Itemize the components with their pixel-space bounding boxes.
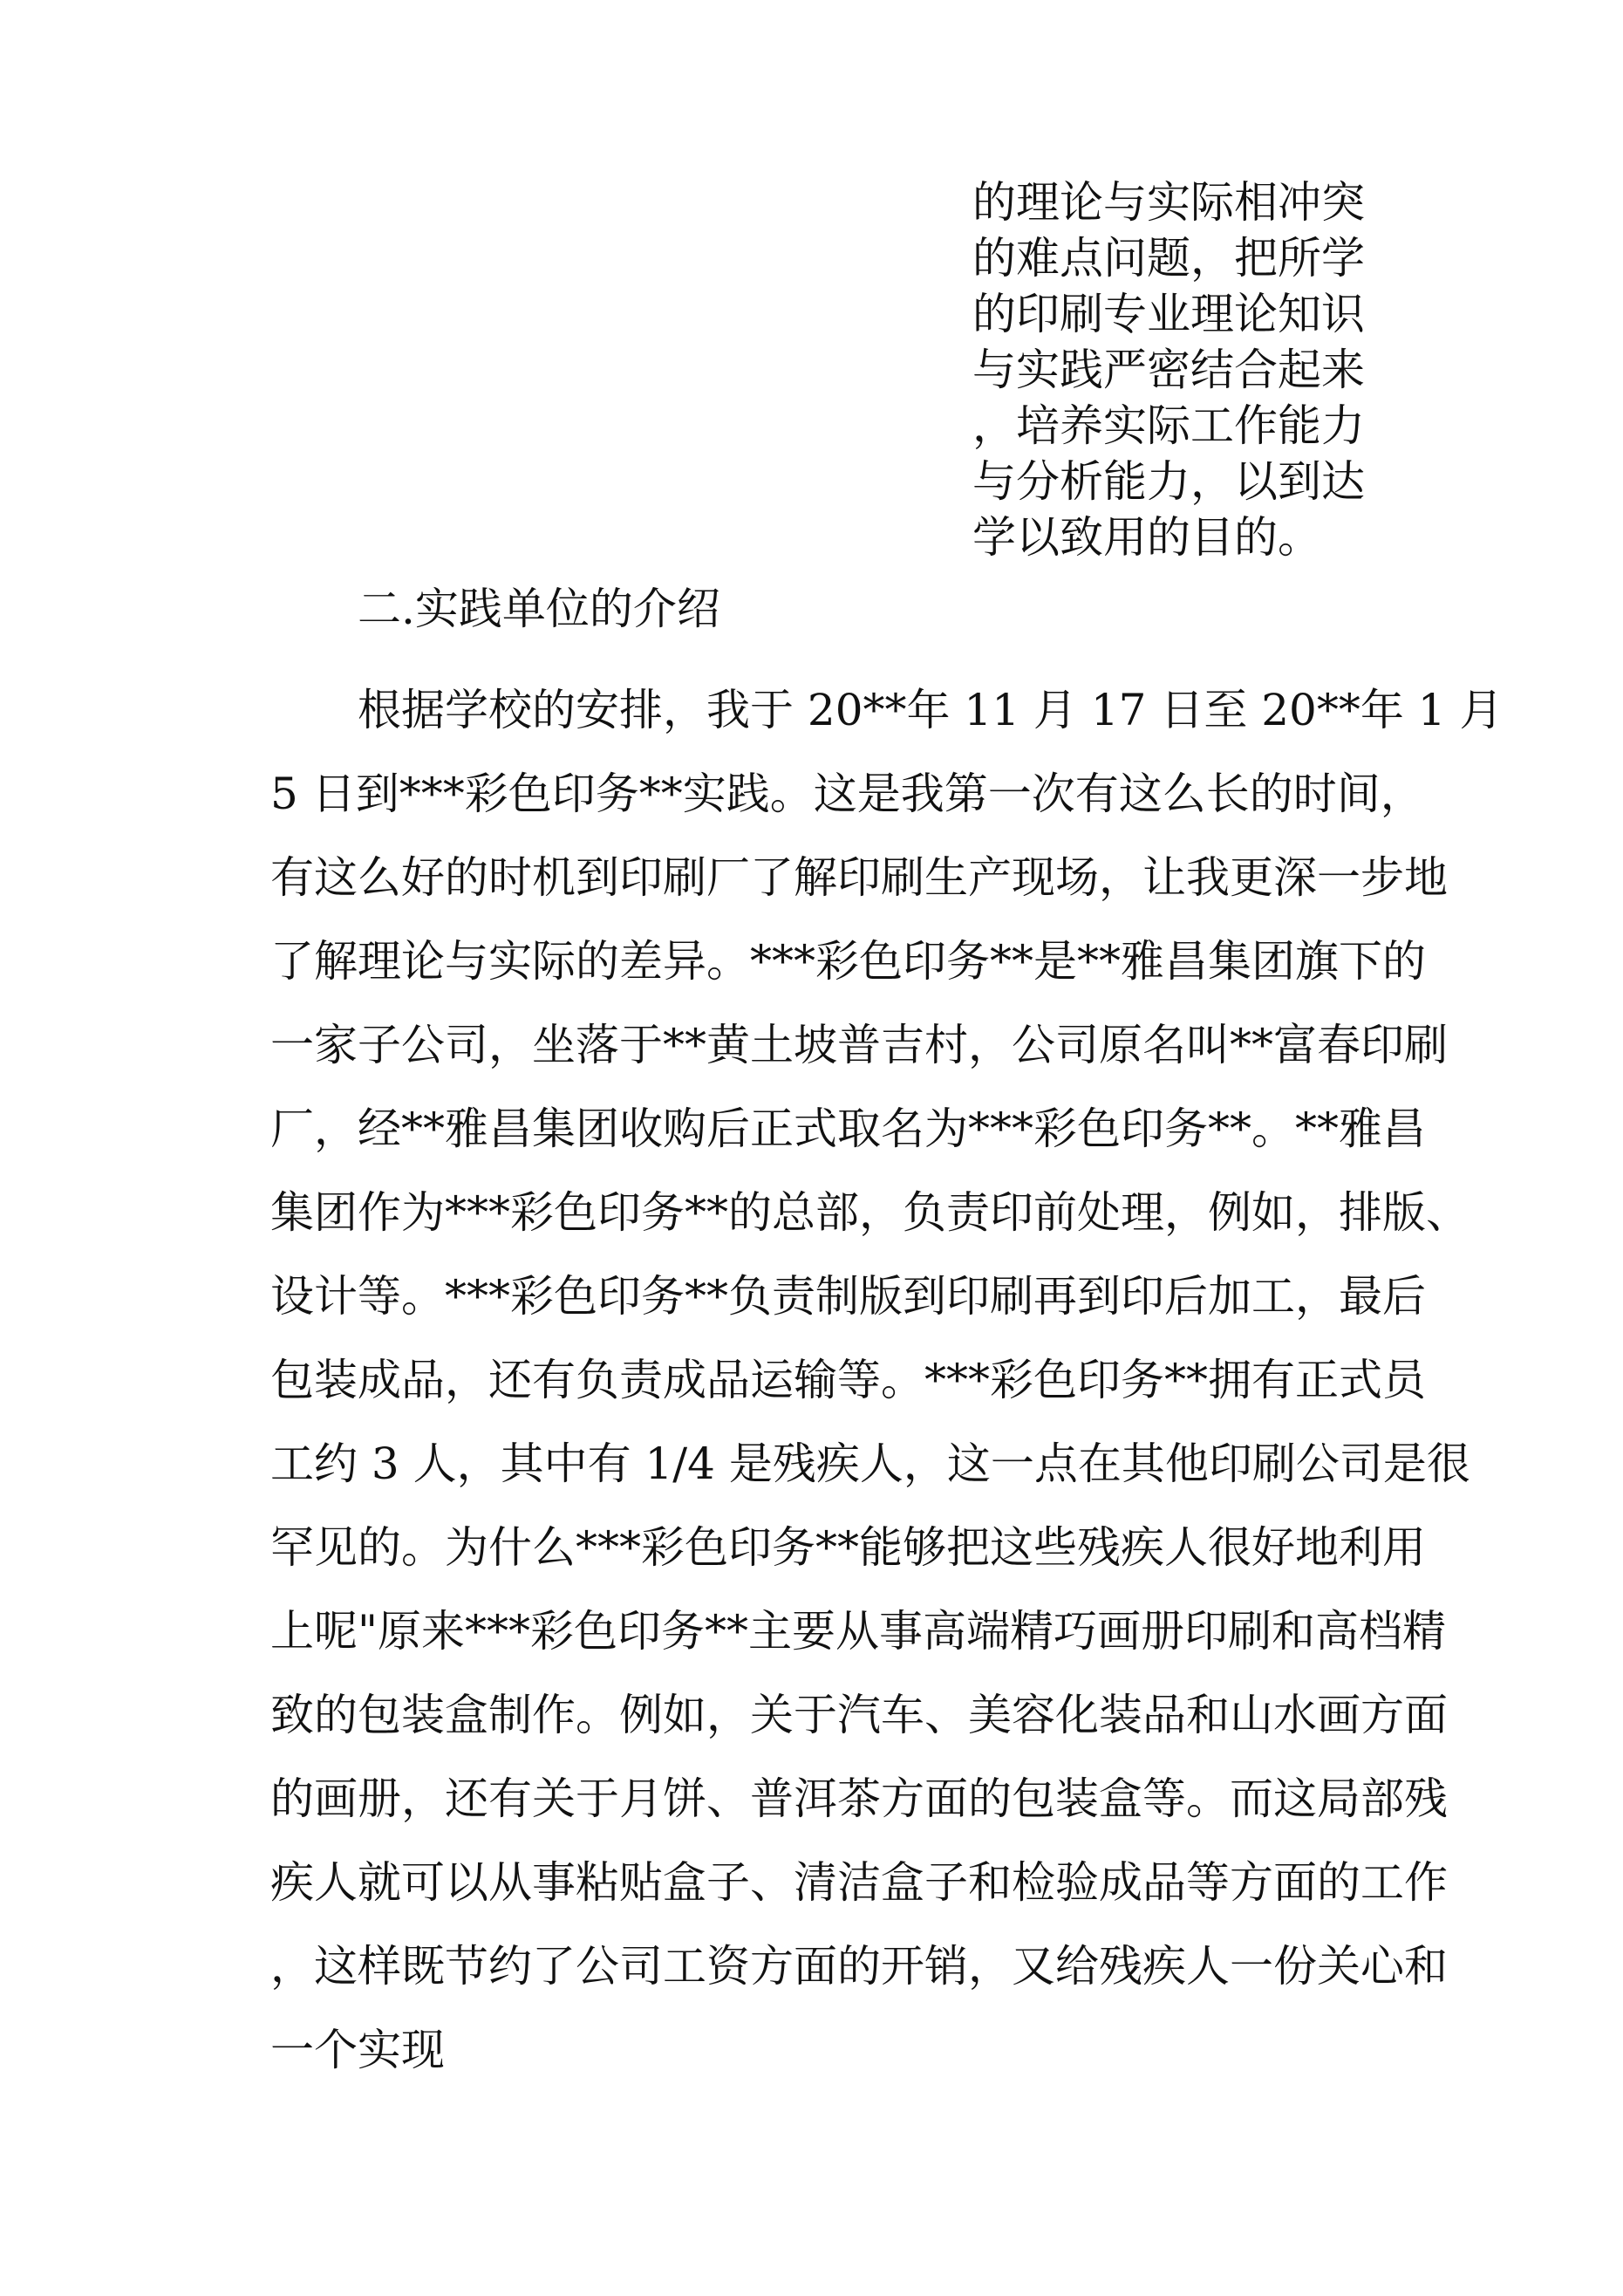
text-line: 上呢"原来***彩色印务**主要从事高端精巧画册印刷和高档精 [270,1606,1446,1657]
text-line: 集团作为***彩色印务**的总部，负责印前处理，例如，排版、 [270,1187,1470,1238]
text-line: 工约 3 人，其中有 1/4 是残疾人，这一点在其他印刷公司是很 [270,1438,1470,1489]
body-paragraph [270,668,1504,2092]
text-line: 一家子公司，坐落于**黄土坡普吉村，公司原名叫**富春印刷 [270,1020,1448,1070]
text-line: 与实践严密结合起来 [972,345,1365,395]
text-line: 了解理论与实际的差异。***彩色印务**是**雅昌集团旗下的 [270,936,1426,987]
text-line: ，这样既节约了公司工资方面的开销，又给残疾人一份关心和 [270,1941,1448,1992]
text-line: 的理论与实际相冲突 [972,177,1365,228]
text-line: 疾人就可以从事粘贴盒子、清洁盒子和检验成品等方面的工作 [270,1857,1448,1908]
text-line: 一个实现 [270,2025,445,2075]
text-line: 5 日到***彩色印务**实践。这是我第一次有这么长的时间， [270,769,1424,819]
text-line: 致的包装盒制作。例如，关于汽车、美容化装品和山水画方面 [270,1690,1448,1740]
text-line: 有这么好的时机到印刷厂了解印刷生产现场，让我更深一步地 [270,852,1448,903]
text-line: 根据学校的安排，我于 20**年 11 月 17 日至 20**年 1 月 [358,685,1504,735]
section-heading: 二.实践单位的介绍 [358,584,720,634]
text-line: 厂，经**雅昌集团收购后正式取名为***彩色印务**。**雅昌 [270,1104,1426,1154]
text-line: 的画册，还有关于月饼、普洱茶方面的包装盒等。而这局部残 [270,1773,1448,1824]
continued-paragraph [972,174,1391,565]
text-line: 的难点问题，把所学 [972,233,1365,284]
text-line: 包装成品，还有负责成品运输等。***彩色印务**拥有正式员 [270,1355,1426,1405]
text-line: 与分析能力，以到达 [972,456,1365,507]
text-line: 的印刷专业理论知识 [972,289,1365,339]
text-line: 学以致用的目的。 [972,512,1321,563]
text-line: 罕见的。为什么***彩色印务**能够把这些残疾人很好地利用 [270,1522,1426,1573]
text-line: 设计等。***彩色印务**负责制版到印刷再到印后加工，最后 [270,1271,1426,1322]
text-line: ，培养实际工作能力 [972,400,1365,451]
